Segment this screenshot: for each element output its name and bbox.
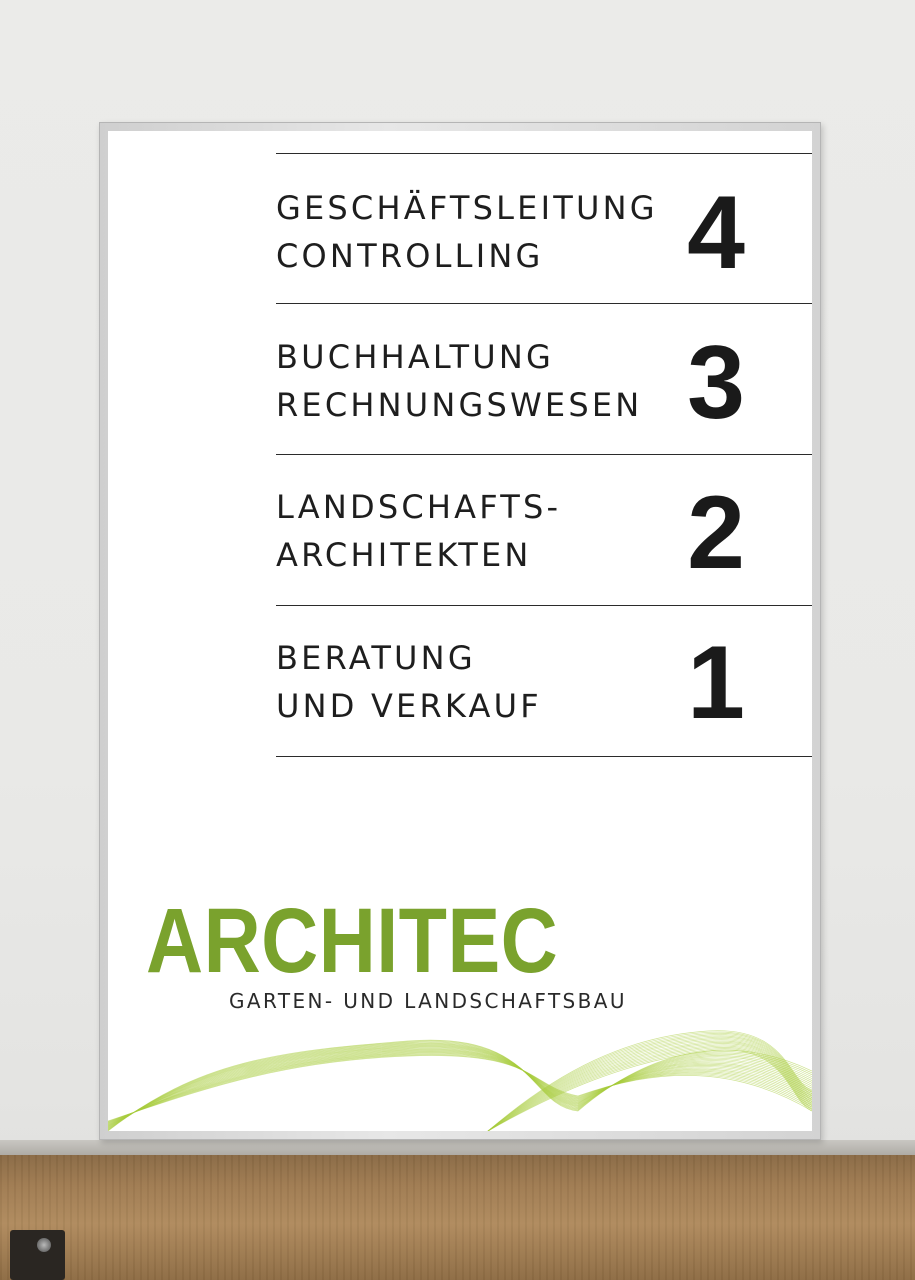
floor-number-2: 2 — [687, 475, 745, 591]
floor-number-3: 3 — [687, 325, 745, 441]
divider-line — [276, 303, 812, 304]
green-wave-graphic — [108, 1011, 812, 1131]
floor-3-departments — [276, 333, 642, 429]
wood-grain — [0, 1155, 915, 1280]
floor-4-departments — [276, 184, 658, 280]
wave-line — [108, 1053, 812, 1122]
divider-line — [276, 756, 812, 757]
floor-1-departments — [276, 634, 542, 730]
floor-4-line-1: GESCHÄFTSLEITUNG — [276, 189, 658, 227]
floor-4-line-2: CONTROLLING — [276, 237, 544, 275]
floor-2-departments — [276, 483, 561, 579]
floor-number-1: 1 — [687, 625, 745, 741]
brand-logo: ARCHITEC — [146, 890, 559, 992]
floor-3-line-2: RECHNUNGSWESEN — [276, 386, 643, 424]
shelf-bracket — [10, 1230, 65, 1280]
floor-2-line-1: LANDSCHAFTS- — [276, 488, 562, 526]
wave-line — [108, 1055, 812, 1122]
floor-3-line-1: BUCHHALTUNG — [276, 338, 555, 376]
floor-1-line-2: UND VERKAUF — [276, 687, 542, 725]
divider-line — [276, 605, 812, 606]
divider-line — [276, 454, 812, 455]
divider-line — [276, 153, 812, 154]
floor-1-line-1: BERATUNG — [276, 639, 476, 677]
wave-line — [488, 1047, 812, 1131]
brand-tagline: GARTEN- UND LANDSCHAFTSBAU — [229, 989, 627, 1013]
screw-icon — [37, 1238, 51, 1252]
floor-directory-sign — [108, 131, 812, 1131]
floor-2-line-2: ARCHITEKTEN — [276, 536, 532, 574]
floor-number-4: 4 — [687, 175, 745, 291]
